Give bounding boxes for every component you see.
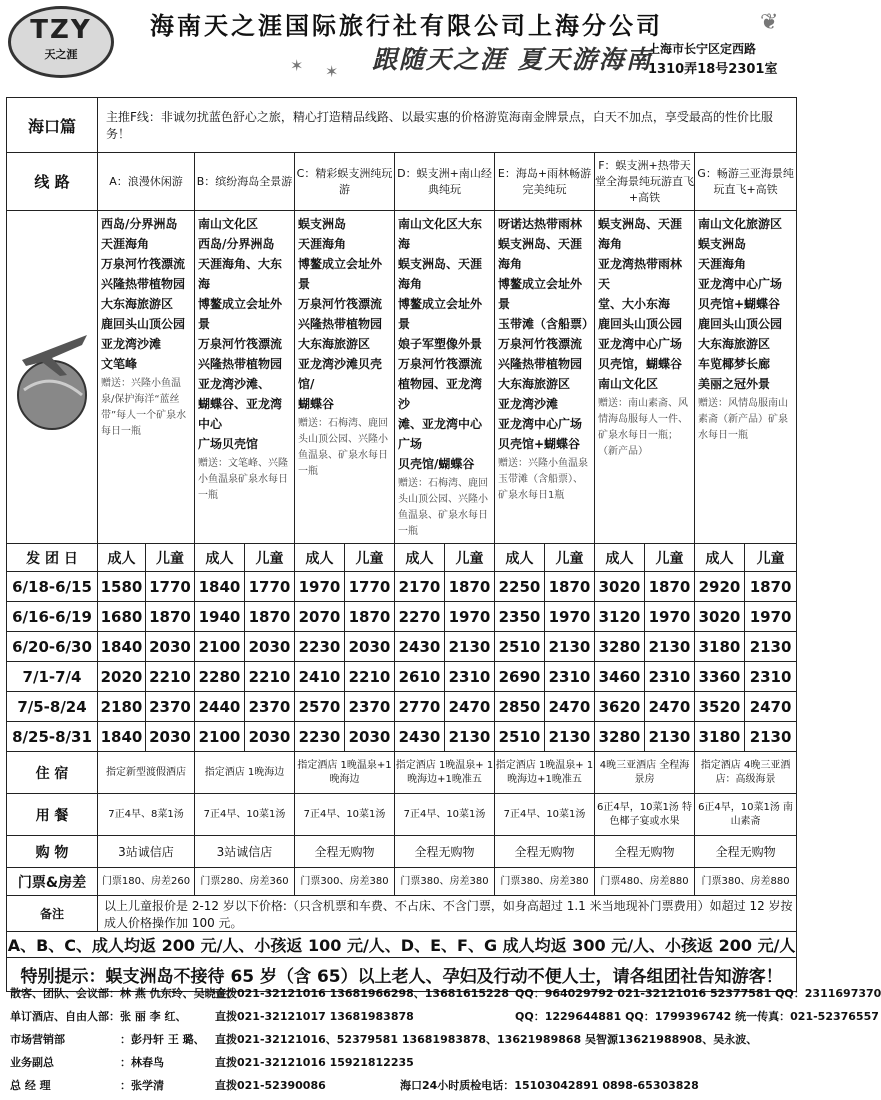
adult-price: 3020 <box>695 602 745 632</box>
route-spot: 滩、亚龙湾中心广场 <box>398 417 483 451</box>
meals-value: 7正4早、8菜1汤 <box>98 794 195 836</box>
route-spot: 亚龙湾沙滩 <box>101 337 162 351</box>
route-spots-a <box>98 211 195 544</box>
promo-rebate: A、B、C、成人均返 200 元/人、小孩返 100 元/人、D、E、F、G 成人均返 300 元/人、小孩返 200 元/人 <box>7 932 797 958</box>
route-spot: 蜈支洲岛、天涯海角 <box>398 257 483 291</box>
child-price: 1870 <box>146 602 195 632</box>
adult-price: 2570 <box>295 692 345 722</box>
adult-price: 2350 <box>495 602 545 632</box>
adult-price: 2250 <box>495 572 545 602</box>
child-price: 1870 <box>445 572 495 602</box>
child-price: 2470 <box>745 692 797 722</box>
airplane-globe-icon <box>7 211 98 544</box>
adult-price: 2690 <box>495 662 545 692</box>
adult-price: 2230 <box>295 722 345 752</box>
notes-label: 备注 <box>7 896 98 932</box>
adult-price: 1680 <box>98 602 146 632</box>
adult-header: 成人 <box>595 544 645 572</box>
route-spot: 娘子军塑像外景 <box>398 337 483 351</box>
lodging-value: 指定酒店 1晚温泉+ 1晚海边+1晚准五 <box>495 752 595 794</box>
route-spot: 博鳌成立会址外景 <box>298 257 383 291</box>
adult-price: 1840 <box>98 632 146 662</box>
departure-date: 8/25-8/31 <box>7 722 98 752</box>
contact-dept: 业务副总 <box>10 1056 54 1069</box>
child-price: 1870 <box>245 602 295 632</box>
departure-date: 6/18-6/15 <box>7 572 98 602</box>
route-spot: 万泉河竹筏漂流 <box>398 357 483 371</box>
route-spot: 兴隆热带植物园 <box>298 317 383 331</box>
section-title: 海口篇 <box>7 98 98 153</box>
child-price: 2130 <box>645 722 695 752</box>
slogan: 跟随天之涯 夏天游海南 <box>372 45 653 74</box>
child-header: 儿童 <box>645 544 695 572</box>
route-title-a: A：浪漫休闲游 <box>98 153 195 211</box>
child-price: 2210 <box>245 662 295 692</box>
route-spot: 贝壳馆+蝴蝶谷 <box>698 297 781 311</box>
price-row <box>7 572 797 602</box>
adult-price: 2020 <box>98 662 146 692</box>
adult-price: 2170 <box>395 572 445 602</box>
adult-price: 2280 <box>195 662 245 692</box>
shopping-label: 购 物 <box>7 836 98 868</box>
adult-price: 2180 <box>98 692 146 722</box>
adult-price: 3280 <box>595 632 645 662</box>
adult-price: 2510 <box>495 632 545 662</box>
child-price: 1870 <box>745 572 797 602</box>
adult-price: 1840 <box>195 572 245 602</box>
route-spot: 天涯海角 <box>298 237 347 251</box>
promo-warning: 特别提示：蜈支洲岛不接待 65 岁（含 65）以上老人、孕妇及行动不便人士，请各组团社告知游客！ <box>7 958 797 992</box>
lodging-value: 4晚三亚酒店 全程海景房 <box>595 752 695 794</box>
itinerary-table <box>6 97 797 992</box>
route-spot: 大东海旅游区 <box>298 337 371 351</box>
child-price: 2310 <box>445 662 495 692</box>
adult-price: 1940 <box>195 602 245 632</box>
route-spot: 亚龙湾沙滩、 <box>198 377 271 391</box>
tickets-value: 门票280、房差360 <box>195 868 295 896</box>
company-name: 海南天之涯国际旅行社有限公司上海分公司 <box>150 11 663 40</box>
route-spots-d <box>395 211 495 544</box>
lodging-value: 指定酒店 1晚海边 <box>195 752 295 794</box>
route-spot: 万泉河竹筏漂流 <box>498 337 583 351</box>
route-title-g: G：畅游三亚海景纯玩直飞+高铁 <box>695 153 797 211</box>
child-price: 1870 <box>345 602 395 632</box>
route-spots-f <box>595 211 695 544</box>
price-row <box>7 722 797 752</box>
tickets-value: 门票300、房差380 <box>295 868 395 896</box>
route-title-f: F：蜈支洲+热带天堂全海景纯玩游直飞+高铁 <box>595 153 695 211</box>
child-price: 2030 <box>146 722 195 752</box>
route-gift-b: 赠送：文笔峰、兴隆小鱼温泉矿泉水每日一瓶 <box>198 458 288 501</box>
starfish-icon: ✶ <box>325 62 339 81</box>
route-spot: 鹿回头山顶公园 <box>698 317 783 331</box>
route-spot: 亚龙湾中心广场 <box>598 337 683 351</box>
route-gift-d: 赠送：石梅湾、鹿回头山顶公园、兴隆小鱼温泉、矿泉水每日一瓶 <box>398 478 488 537</box>
route-spot: 大东海旅游区 <box>498 377 571 391</box>
price-row <box>7 602 797 632</box>
child-price: 2310 <box>645 662 695 692</box>
adult-price: 3460 <box>595 662 645 692</box>
route-spot: 西岛/分界洲岛 <box>198 237 275 251</box>
contact-dept: 散客、团队、会议部： <box>10 987 120 1000</box>
adult-price: 3120 <box>595 602 645 632</box>
adult-price: 2430 <box>395 632 445 662</box>
child-price: 2370 <box>245 692 295 722</box>
route-spot: 蜈支洲岛 <box>298 217 347 231</box>
company-logo <box>8 6 114 78</box>
route-spot: 大东海旅游区 <box>698 337 771 351</box>
child-price: 2030 <box>345 722 395 752</box>
route-spot: 蝴蝶谷、亚龙湾中心 <box>198 397 283 431</box>
tickets-value: 门票480、房差880 <box>595 868 695 896</box>
child-price: 1770 <box>146 572 195 602</box>
tickets-value: 门票380、房差380 <box>495 868 595 896</box>
route-gift-f: 赠送：南山素斋、风情海岛服每人一件、矿泉水每日一瓶；（新产品） <box>598 398 688 457</box>
route-spot: 堂、大小东海 <box>598 297 671 311</box>
adult-price: 1580 <box>98 572 146 602</box>
adult-price: 2770 <box>395 692 445 722</box>
route-spot: 文笔峰 <box>101 357 138 371</box>
route-spot: 西岛/分界洲岛 <box>101 217 178 231</box>
route-spots-b <box>195 211 295 544</box>
route-spot: 亚龙湾沙滩贝壳馆/ <box>298 357 383 391</box>
adult-price: 1840 <box>98 722 146 752</box>
tickets-value: 门票180、房差260 <box>98 868 195 896</box>
child-price: 1970 <box>445 602 495 632</box>
adult-price: 3280 <box>595 722 645 752</box>
route-spot: 博鳌成立会址外景 <box>498 277 583 311</box>
adult-price: 3180 <box>695 632 745 662</box>
routes-header: 线 路 <box>7 153 98 211</box>
route-spot: 贝壳馆+蝴蝶谷 <box>498 437 581 451</box>
route-spot: 鹿回头山顶公园 <box>101 317 186 331</box>
route-spot: 蜈支洲岛 <box>698 237 747 251</box>
contact-names: 林 燕 仇东玲、吴晓金、 <box>120 987 238 1000</box>
route-spot: 天涯海角 <box>101 237 150 251</box>
tickets-label: 门票&房差 <box>7 868 98 896</box>
shopping-value: 全程无购物 <box>395 836 495 868</box>
price-row <box>7 662 797 692</box>
adult-price: 2610 <box>395 662 445 692</box>
route-gift-a: 赠送：兴隆小鱼温泉/保护海洋“蓝丝带”每人一个矿泉水每日一瓶 <box>101 378 187 437</box>
route-spot: 蝴蝶谷 <box>298 397 335 411</box>
meals-value: 7正4早、10菜1汤 <box>495 794 595 836</box>
adult-price: 2270 <box>395 602 445 632</box>
child-price: 2370 <box>345 692 395 722</box>
route-gift-c: 赠送：石梅湾、鹿回头山顶公园、兴隆小鱼温泉、矿泉水每日一瓶 <box>298 418 388 477</box>
route-spot: 亚龙湾热带雨林天 <box>598 257 683 291</box>
route-spot: 万泉河竹筏漂流 <box>198 337 283 351</box>
route-title-e: E：海岛+雨林畅游完美纯玩 <box>495 153 595 211</box>
contact-phone: 直拨021-32121016 13681966298、13681615228 <box>215 987 509 1000</box>
shopping-value: 全程无购物 <box>595 836 695 868</box>
child-price: 2470 <box>445 692 495 722</box>
meals-value: 7正4早、10菜1汤 <box>195 794 295 836</box>
route-spot: 万泉河竹筏漂流 <box>101 257 186 271</box>
route-spot: 美丽之冠外景 <box>698 377 771 391</box>
adult-price: 2100 <box>195 722 245 752</box>
route-spot: 天涯海角 <box>698 257 747 271</box>
child-price: 2370 <box>146 692 195 722</box>
child-price: 2470 <box>645 692 695 722</box>
adult-price: 3180 <box>695 722 745 752</box>
adult-header: 成人 <box>395 544 445 572</box>
date-header: 发 团 日 <box>7 544 98 572</box>
child-header: 儿童 <box>745 544 797 572</box>
price-row <box>7 632 797 662</box>
adult-price: 3020 <box>595 572 645 602</box>
route-spot: 兴隆热带植物园 <box>198 357 283 371</box>
lodging-value: 指定酒店 4晚三亚酒店：高级海景 <box>695 752 797 794</box>
contact-phone: 直拨021-32121017 13681983878 <box>215 1010 414 1023</box>
child-price: 2130 <box>545 632 595 662</box>
departure-date: 6/16-6/19 <box>7 602 98 632</box>
meals-value: 6正4早，10菜1汤 南山素斋 <box>695 794 797 836</box>
route-gift-e: 赠送：兴隆小鱼温泉玉带滩（含船票）、矿泉水每日1瓶 <box>498 458 588 501</box>
adult-price: 3520 <box>695 692 745 722</box>
address-line-1: 上海市长宁区定西路 <box>648 42 757 56</box>
child-price: 1770 <box>345 572 395 602</box>
route-spot: 南山文化区 <box>198 217 259 231</box>
contact-extra: QQ：964029792 021-32121016 52377581 QQ：2311697370 <box>515 987 881 1000</box>
lodging-label: 住 宿 <box>7 752 98 794</box>
contact-names: ：彭丹轩 王 璐、 <box>120 1033 205 1046</box>
child-price: 2030 <box>345 632 395 662</box>
contact-phone: 直拨021-52390086 <box>215 1079 326 1092</box>
adult-price: 2510 <box>495 722 545 752</box>
logo-subtext: 天之涯 <box>44 48 78 61</box>
child-header: 儿童 <box>445 544 495 572</box>
child-price: 2130 <box>745 632 797 662</box>
route-spot: 南山文化区 <box>598 377 659 391</box>
route-spot: 贝壳馆，蝴蝶谷 <box>598 357 683 371</box>
child-price: 1770 <box>245 572 295 602</box>
child-price: 2130 <box>545 722 595 752</box>
child-price: 2210 <box>345 662 395 692</box>
route-spot: 兴隆热带植物园 <box>498 357 583 371</box>
route-spot: 玉带滩（含船票） <box>498 317 595 331</box>
child-price: 2310 <box>545 662 595 692</box>
child-header: 儿童 <box>146 544 195 572</box>
adult-price: 3620 <box>595 692 645 722</box>
child-header: 儿童 <box>545 544 595 572</box>
route-spot: 车览椰梦长廊 <box>698 357 771 371</box>
airplane-icon <box>12 300 92 450</box>
child-price: 2130 <box>445 632 495 662</box>
route-gift-g: 赠送：风情岛服南山素斋（新产品）矿泉水每日一瓶 <box>698 398 788 441</box>
adult-price: 1970 <box>295 572 345 602</box>
child-price: 2210 <box>146 662 195 692</box>
lodging-value: 指定酒店 1晚温泉+ 1晚海边+1晚准五 <box>395 752 495 794</box>
adult-header: 成人 <box>98 544 146 572</box>
route-title-b: B：缤纷海岛全景游 <box>195 153 295 211</box>
tickets-value: 门票380、房差380 <box>395 868 495 896</box>
route-spot: 植物园、亚龙湾沙 <box>398 377 483 411</box>
route-spot: 天涯海角、大东海 <box>198 257 283 291</box>
adult-header: 成人 <box>195 544 245 572</box>
contact-dept: 市场营销部 <box>10 1033 65 1046</box>
meals-value: 6正4早，10菜1汤 特色椰子宴或水果 <box>595 794 695 836</box>
shopping-value: 3站诚信店 <box>195 836 295 868</box>
child-price: 2030 <box>245 632 295 662</box>
departure-date: 6/20-6/30 <box>7 632 98 662</box>
child-header: 儿童 <box>245 544 295 572</box>
palm-tree-icon: ❦ <box>760 10 779 35</box>
highlight-text: 主推F线：非诚勿扰蓝色舒心之旅，精心打造精品线路、以最实惠的价格游览海南金牌景点，白天不加点，享受最高的性价比服务！ <box>98 98 797 153</box>
shopping-value: 3站诚信店 <box>98 836 195 868</box>
notes-text: 以上儿童报价是 2-12 岁以下价格:（只含机票和车费、不占床、不含门票，如身高超过 1.1 米当地现补门票费用）如超过 12 岁按成人价格操作加 100 元。 <box>98 896 797 932</box>
child-price: 2470 <box>545 692 595 722</box>
contact-names: ：林春鸟 <box>120 1056 164 1069</box>
route-spot: 南山文化区大东海 <box>398 217 483 251</box>
contact-dept: 单订酒店、自由人部： <box>10 1010 120 1023</box>
route-spot: 亚龙湾中心广场 <box>498 417 583 431</box>
adult-header: 成人 <box>295 544 345 572</box>
lodging-value: 指定新型渡假酒店 <box>98 752 195 794</box>
child-price: 2130 <box>645 632 695 662</box>
contact-names: ：张学清 <box>120 1079 164 1092</box>
route-spot: 博鳌成立会址外景 <box>398 297 483 331</box>
tickets-value: 门票380、房差880 <box>695 868 797 896</box>
route-spot: 博鳌成立会址外景 <box>198 297 283 331</box>
child-price: 2030 <box>245 722 295 752</box>
meals-value: 7正4早、10菜1汤 <box>395 794 495 836</box>
route-spot: 南山文化旅游区 <box>698 217 783 231</box>
route-title-c: C：精彩蜈支洲纯玩游 <box>295 153 395 211</box>
meals-label: 用 餐 <box>7 794 98 836</box>
route-spot: 蜈支洲岛、天涯海角 <box>498 237 583 271</box>
route-spot: 蜈支洲岛、天涯海角 <box>598 217 683 251</box>
route-spots-c <box>295 211 395 544</box>
route-spot: 亚龙湾沙滩 <box>498 397 559 411</box>
route-spot: 大东海旅游区 <box>101 297 174 311</box>
address-line-2: 1310弄18号2301室 <box>648 62 778 77</box>
child-price: 1970 <box>745 602 797 632</box>
route-spot: 呀诺达热带雨林 <box>498 217 583 231</box>
route-title-d: D：蜈支洲+南山经典纯玩 <box>395 153 495 211</box>
contact-dept: 总 经 理 <box>10 1079 51 1092</box>
route-spot: 亚龙湾中心广场 <box>698 277 783 291</box>
contact-phone: 直拨021-32121016、52379581 13681983878、13621989868 吴智源13621988908、吴永波、 <box>215 1033 758 1046</box>
route-spots-g <box>695 211 797 544</box>
price-row <box>7 692 797 722</box>
contact-names: 张 丽 李 红、 <box>120 1010 187 1023</box>
shopping-value: 全程无购物 <box>495 836 595 868</box>
departure-date: 7/5-8/24 <box>7 692 98 722</box>
child-price: 2310 <box>745 662 797 692</box>
meals-value: 7正4早、10菜1汤 <box>295 794 395 836</box>
adult-price: 2850 <box>495 692 545 722</box>
adult-price: 2230 <box>295 632 345 662</box>
logo-text: TZY <box>30 15 92 45</box>
page-header <box>0 0 800 92</box>
shopping-value: 全程无购物 <box>295 836 395 868</box>
child-price: 2130 <box>445 722 495 752</box>
child-price: 1970 <box>545 602 595 632</box>
adult-price: 2440 <box>195 692 245 722</box>
adult-price: 2920 <box>695 572 745 602</box>
child-price: 1870 <box>645 572 695 602</box>
child-price: 2130 <box>745 722 797 752</box>
adult-price: 2100 <box>195 632 245 662</box>
contact-extra: 海口24小时质检电话：15103042891 0898-65303828 <box>400 1079 699 1092</box>
route-spot: 万泉河竹筏漂流 <box>298 297 383 311</box>
contact-extra: QQ：1229644881 QQ：1799396742 统一传真：021-52376557 <box>515 1010 879 1023</box>
child-price: 1970 <box>645 602 695 632</box>
adult-header: 成人 <box>695 544 745 572</box>
child-price: 2030 <box>146 632 195 662</box>
starfish-icon: ✶ <box>290 56 304 75</box>
contact-phone: 直拨021-32121016 15921812235 <box>215 1056 414 1069</box>
departure-date: 7/1-7/4 <box>7 662 98 692</box>
adult-price: 2410 <box>295 662 345 692</box>
adult-price: 3360 <box>695 662 745 692</box>
adult-price: 2070 <box>295 602 345 632</box>
adult-header: 成人 <box>495 544 545 572</box>
child-header: 儿童 <box>345 544 395 572</box>
route-spots-e <box>495 211 595 544</box>
route-spot: 兴隆热带植物园 <box>101 277 186 291</box>
adult-price: 2430 <box>395 722 445 752</box>
lodging-value: 指定酒店 1晚温泉+1晚海边 <box>295 752 395 794</box>
child-price: 1870 <box>545 572 595 602</box>
shopping-value: 全程无购物 <box>695 836 797 868</box>
route-spot: 贝壳馆/蝴蝶谷 <box>398 457 475 471</box>
route-spot: 鹿回头山顶公园 <box>598 317 683 331</box>
route-spot: 广场贝壳馆 <box>198 437 259 451</box>
